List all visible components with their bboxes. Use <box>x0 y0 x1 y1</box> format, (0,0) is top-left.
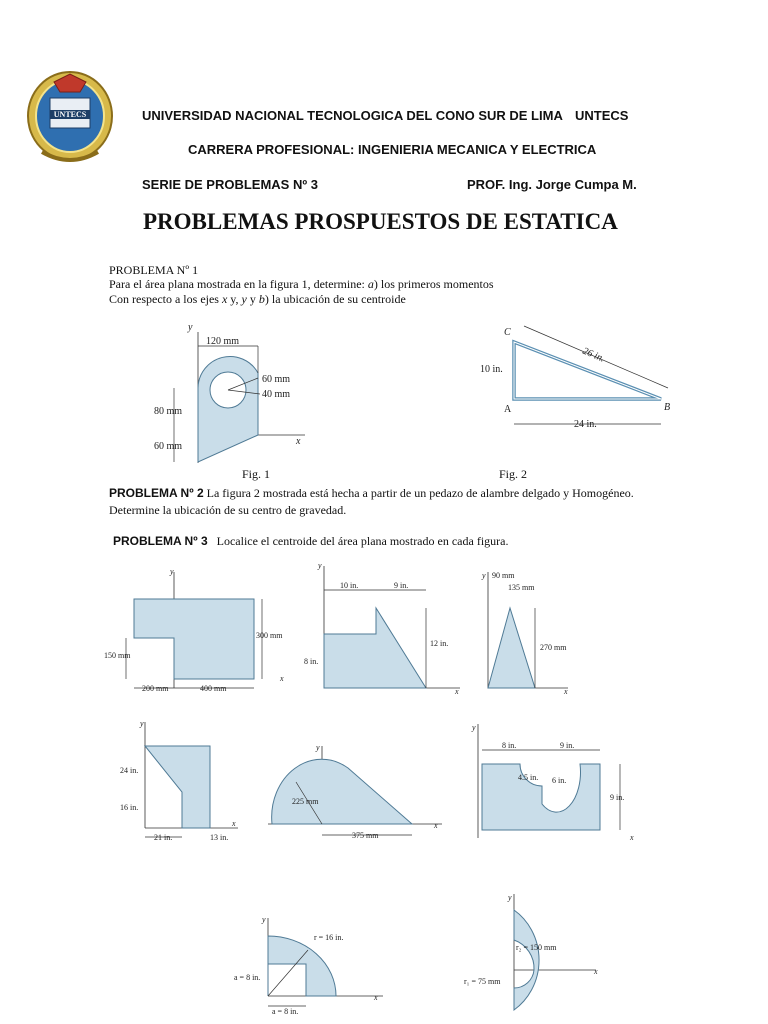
axis-x: x <box>630 833 634 842</box>
dim-60: 60 mm <box>262 374 291 385</box>
axis-y: y <box>140 719 144 728</box>
problem1-line2 <box>109 292 406 307</box>
p1-italic: a <box>367 277 374 291</box>
axis-y: y <box>482 571 486 580</box>
dim-16: 16 in. <box>120 803 139 812</box>
axis-x: x <box>280 674 284 683</box>
axis-x: x <box>564 687 568 696</box>
dim-21: 21 in. <box>154 833 173 842</box>
dim-135: 135 mm <box>508 583 535 592</box>
problem2-text: La figura 2 mostrada está hecha a partir de un pedazo de alambre delgado y Homogéneo. <box>203 486 634 500</box>
dim-200: 200 mm <box>142 684 169 693</box>
p1-italic: y <box>241 292 247 306</box>
university-acronym: UNTECS <box>575 108 629 123</box>
university-logo <box>24 68 116 168</box>
dim-120: 120 mm <box>206 336 240 347</box>
problem1-line1 <box>109 277 494 292</box>
label-c: C <box>504 327 511 338</box>
dim-90: 90 mm <box>492 571 515 580</box>
axis-y: y <box>472 723 476 732</box>
figure-3a <box>104 566 290 698</box>
problem3-heading: PROBLEMA Nº 3 <box>113 534 208 548</box>
dim-9: 9 in. <box>394 581 409 590</box>
axis-y: y <box>262 915 266 924</box>
logo-text: UNTECS <box>53 110 87 119</box>
axis-x: x <box>232 819 236 828</box>
series-label: SERIE DE PROBLEMAS Nº 3 <box>142 177 318 192</box>
dim-12: 12 in. <box>430 639 449 648</box>
dim-24: 24 in. <box>120 766 139 775</box>
axis-y: y <box>170 567 174 576</box>
p1-italic: b <box>258 292 265 306</box>
dim-9v: 9 in. <box>610 793 625 802</box>
figure-2 <box>476 322 676 437</box>
axis-x: x <box>455 687 459 696</box>
axis-x: x <box>374 993 378 1002</box>
p1-text: Para el área plana mostrada en la figura 1, determine: <box>109 277 368 291</box>
figure-3g <box>228 914 390 1018</box>
axis-y: y <box>318 562 322 570</box>
axis-y: y <box>508 893 512 902</box>
dim-24: 24 in. <box>574 419 597 430</box>
p1-text: ) los primeros momentos <box>373 277 494 291</box>
figure-3d <box>118 718 242 846</box>
dim-40: 40 mm <box>262 389 291 400</box>
p1-text: y <box>246 292 259 306</box>
dim-8: 8 in. <box>502 741 517 750</box>
dim-a: a = 8 in. <box>234 973 261 982</box>
dim-4.5: 4.5 in. <box>518 773 539 782</box>
dim-a3: a = 8 in. <box>272 1007 299 1016</box>
axis-x: x <box>434 821 438 830</box>
dim-150: 150 mm <box>104 651 131 660</box>
figure-3f <box>470 720 640 844</box>
problem2-heading: PROBLEMA Nº 2 <box>109 486 204 500</box>
dim-270: 270 mm <box>540 643 567 652</box>
axis-x: x <box>594 967 598 976</box>
problem2-line1 <box>109 486 634 501</box>
dim-10: 10 in. <box>480 364 503 375</box>
dim-60b: 60 mm <box>154 441 183 452</box>
axis-y: y <box>316 743 320 752</box>
p1-italic: x <box>221 292 228 306</box>
p1-text: y, <box>227 292 242 306</box>
figure-3h <box>456 890 606 1016</box>
dim-8: 8 in. <box>304 657 319 666</box>
problem1-heading: PROBLEMA Nº 1 <box>109 263 199 277</box>
figure-3e <box>266 742 446 846</box>
dim-r1: r₁ = 75 mm <box>464 977 501 986</box>
problem3-line <box>113 534 508 549</box>
p1-text: Con respecto a los ejes <box>109 292 222 306</box>
dim-6: 6 in. <box>552 776 567 785</box>
problem3-text: Localice el centroide del área plana mostrado en cada figura. <box>216 534 509 548</box>
figure-3c <box>478 568 574 698</box>
dim-80: 80 mm <box>154 406 183 417</box>
page-title: PROBLEMAS PROSPUESTOS DE ESTATICA <box>143 209 618 234</box>
career-line: CARRERA PROFESIONAL: INGENIERIA MECANICA Y ELECTRICA <box>188 142 597 157</box>
dim-10: 10 in. <box>340 581 359 590</box>
dim-9: 9 in. <box>560 741 575 750</box>
figure-1 <box>140 318 320 468</box>
university-name: UNIVERSIDAD NACIONAL TECNOLOGICA DEL CONO SUR DE LIMA <box>142 108 563 123</box>
dim-13: 13 in. <box>210 833 229 842</box>
dim-400: 400 mm <box>200 684 227 693</box>
axis-x: x <box>296 436 301 447</box>
fig2-caption: Fig. 2 <box>499 467 528 481</box>
label-a: A <box>504 404 512 415</box>
dim-26: 26 in. <box>580 345 607 365</box>
professor-label: PROF. Ing. Jorge Cumpa M. <box>467 177 637 192</box>
figure-3b <box>300 562 465 698</box>
dim-r: r = 16 in. <box>314 933 344 942</box>
label-b: B <box>664 402 671 413</box>
axis-y: y <box>188 322 193 333</box>
fig1-caption: Fig. 1 <box>242 467 271 481</box>
dim-r2: r₂ = 150 mm <box>516 943 557 952</box>
problem2-line2: Determine la ubicación de su centro de gravedad. <box>109 503 347 517</box>
p1-text: ) la ubicación de su centroide <box>264 292 406 306</box>
dim-225: 225 mm <box>292 797 319 806</box>
dim-375: 375 mm <box>352 831 379 840</box>
dim-300: 300 mm <box>256 631 283 640</box>
